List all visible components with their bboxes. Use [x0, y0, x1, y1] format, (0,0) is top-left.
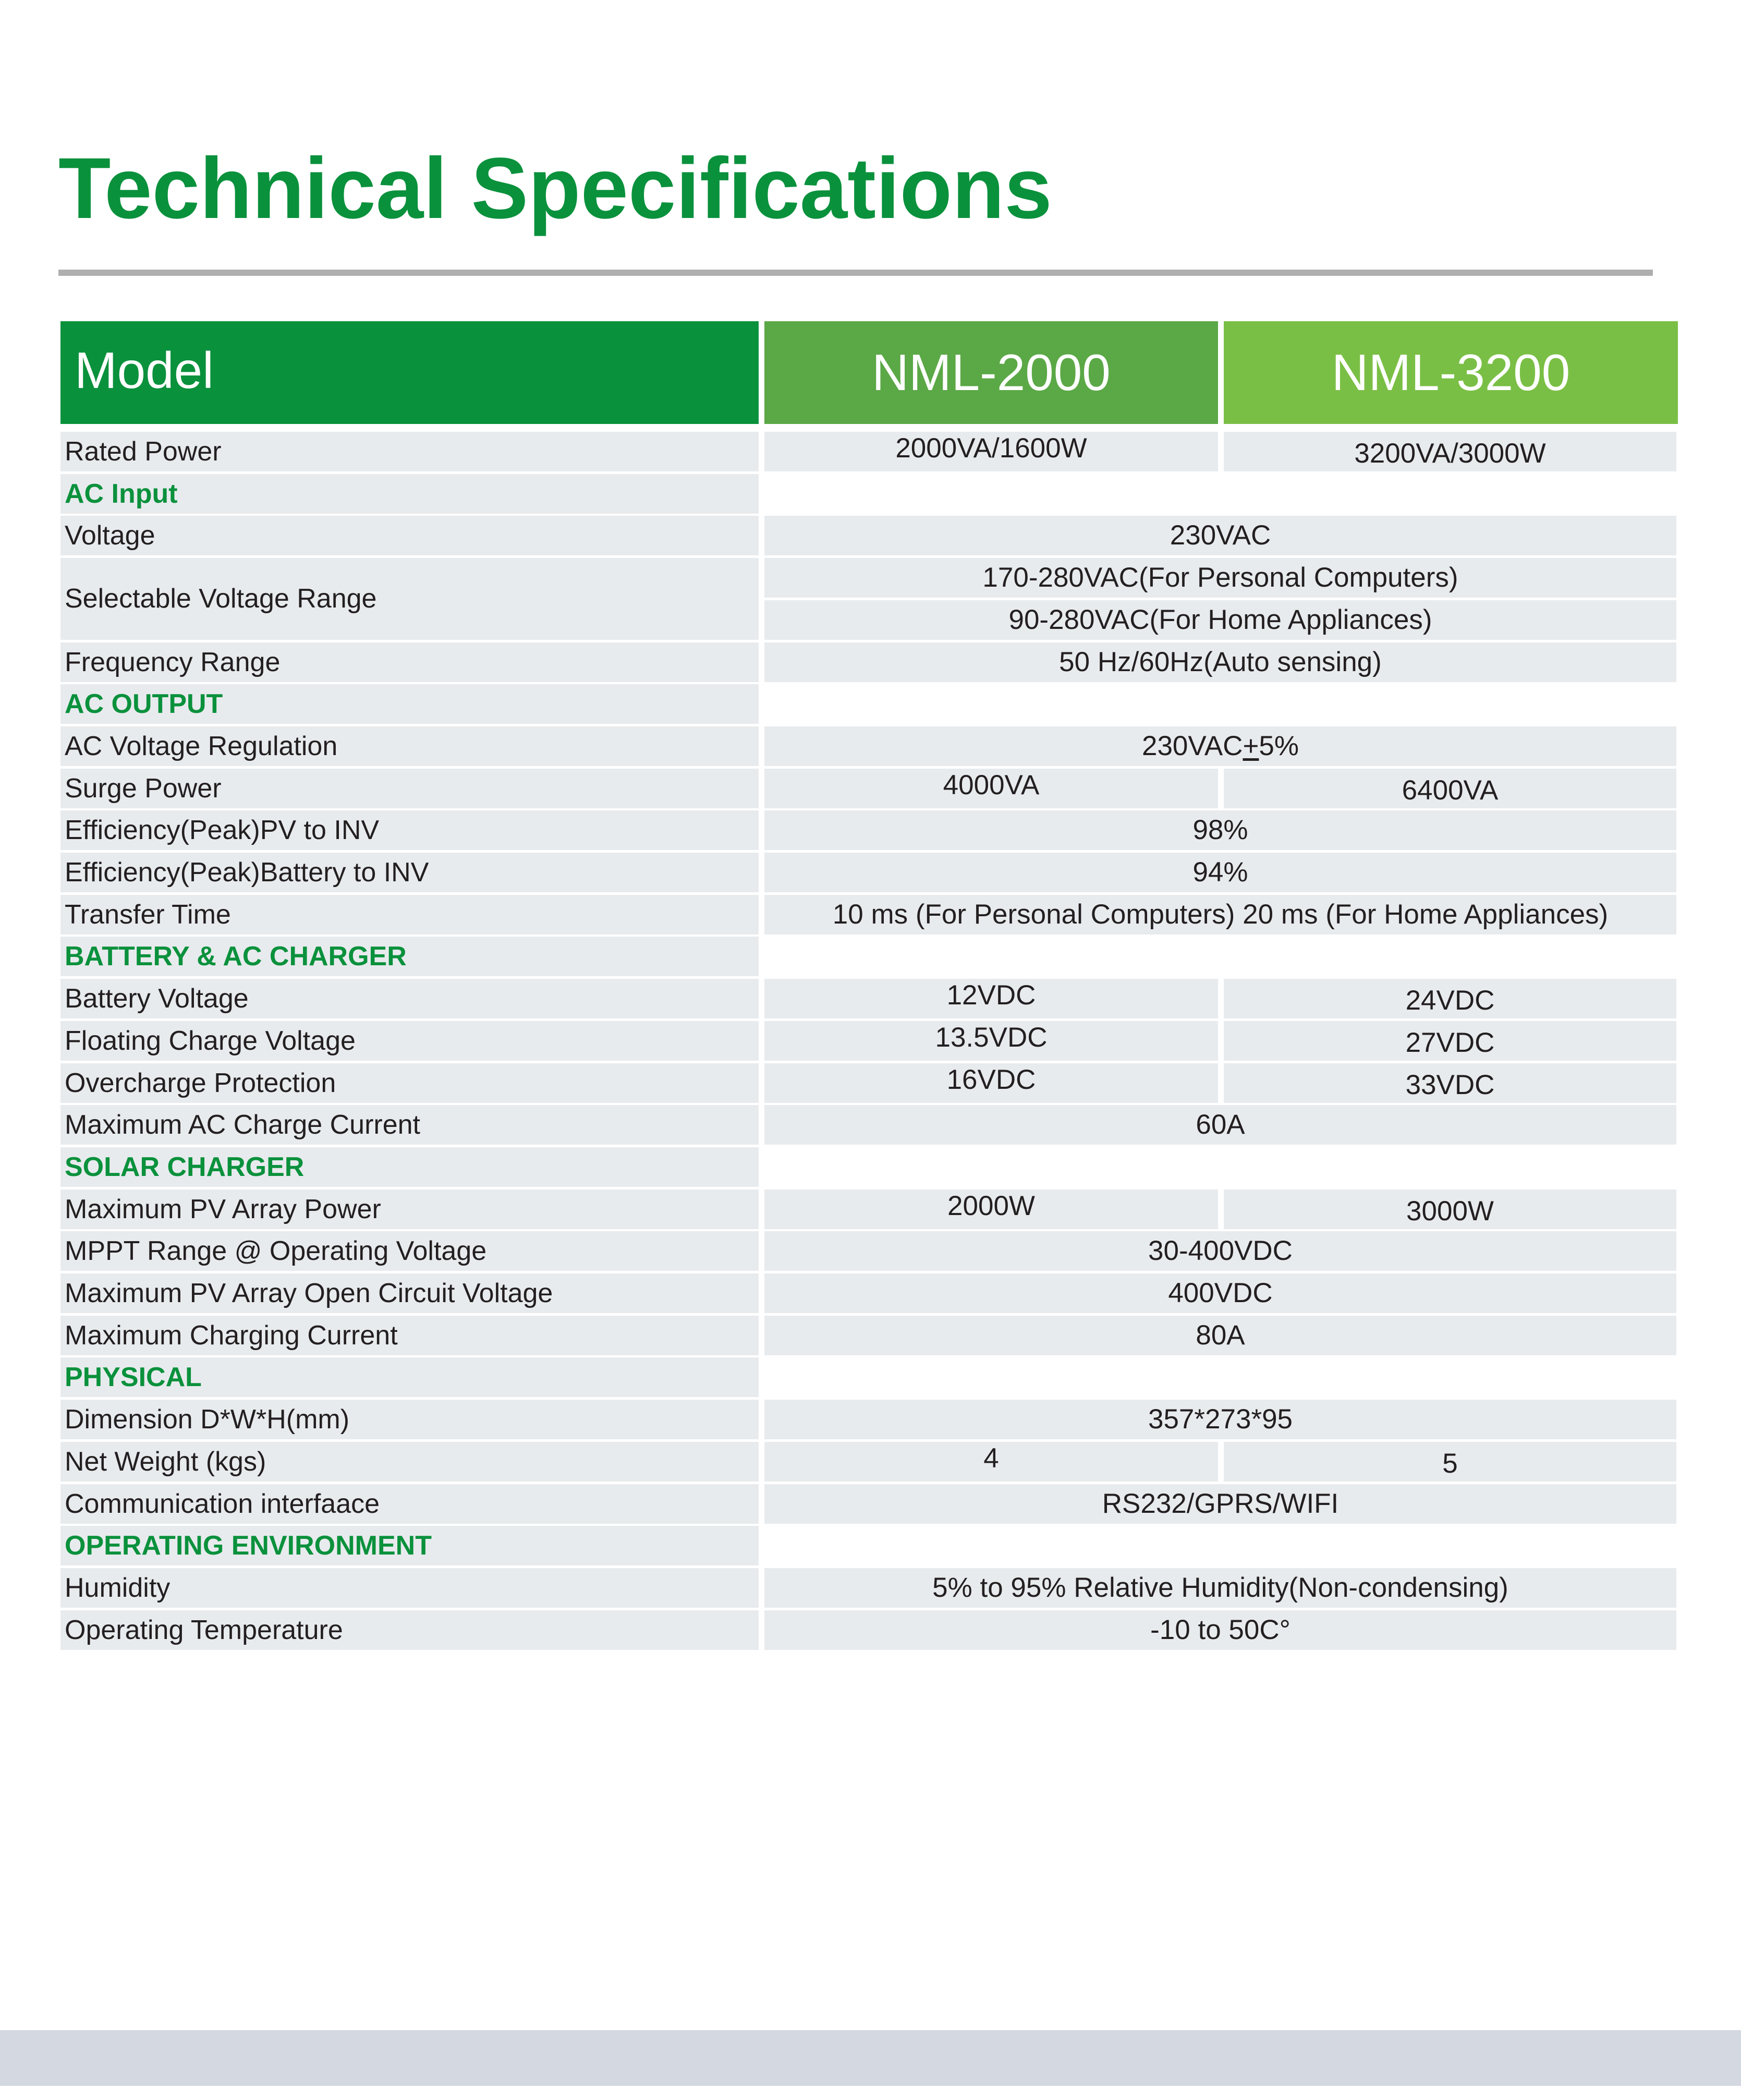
page-title: Technical Specifications: [58, 140, 1052, 237]
spec-value-nml-3200: [1224, 1063, 1676, 1103]
spec-value-nml-2000: [764, 769, 1218, 808]
spec-value-text: 2000W: [947, 1190, 1035, 1221]
spec-value-text: 3000W: [1406, 1195, 1494, 1227]
spec-value-text: [1142, 731, 1299, 761]
spec-label: MPPT Range @ Operating Voltage: [60, 1231, 759, 1271]
spec-value: [764, 516, 1676, 555]
spec-value-nml-2000: [764, 1063, 1218, 1103]
spec-label: Frequency Range: [60, 642, 759, 682]
spec-value: [764, 726, 1676, 766]
spec-value-text: 10 ms (For Personal Computers) 20 ms (For Home Appliances): [832, 899, 1609, 930]
spec-value-text: 50 Hz/60Hz(Auto sensing): [1059, 646, 1382, 677]
spec-label: Operating Temperature: [60, 1610, 759, 1650]
spec-value: [764, 853, 1676, 892]
spec-value-text: 60A: [1196, 1109, 1245, 1140]
spec-value: [764, 1400, 1676, 1439]
spec-label: Selectable Voltage Range: [60, 558, 759, 640]
section-heading: AC Input: [60, 474, 759, 514]
spec-value: [764, 1105, 1676, 1145]
spec-value: [764, 1273, 1676, 1313]
spec-value-text: 4000VA: [943, 769, 1040, 800]
spec-value-text: 30-400VDC: [1148, 1235, 1293, 1267]
spec-value: [764, 558, 1676, 598]
spec-label: Dimension D*W*H(mm): [60, 1400, 759, 1439]
spec-value-text: 400VDC: [1168, 1278, 1273, 1308]
spec-value-text: 2000VA/1600W: [895, 433, 1087, 464]
spec-label: Overcharge Protection: [60, 1063, 759, 1103]
spec-value: [764, 810, 1676, 850]
spec-value-text: RS232/GPRS/WIFI: [1102, 1488, 1339, 1519]
spec-label: Maximum Charging Current: [60, 1316, 759, 1355]
spec-value-nml-3200: [1224, 979, 1676, 1018]
spec-value: [764, 600, 1676, 640]
spec-value-nml-2000: [764, 1189, 1218, 1229]
spec-label: AC Voltage Regulation: [60, 726, 759, 766]
spec-label: Maximum PV Array Open Circuit Voltage: [60, 1273, 759, 1313]
spec-value-text: 16VDC: [946, 1064, 1036, 1095]
spec-value-nml-2000: [764, 979, 1218, 1018]
spec-value-text: 27VDC: [1405, 1027, 1495, 1058]
spec-value: [764, 895, 1676, 934]
spec-value-nml-3200: [1224, 769, 1676, 808]
spec-label: Rated Power: [60, 432, 759, 471]
spec-value-text: 4: [983, 1442, 999, 1474]
spec-value-text: 98%: [1192, 815, 1248, 846]
value-prefix: 230VAC: [1141, 730, 1243, 761]
spec-value-text: 94%: [1192, 857, 1248, 888]
spec-label: Humidity: [60, 1568, 759, 1608]
spec-value: [764, 1484, 1676, 1524]
spec-value-text: 33VDC: [1405, 1069, 1495, 1100]
value-suffix: 5%: [1259, 730, 1299, 761]
spec-label: Maximum PV Array Power: [60, 1189, 759, 1229]
spec-value-nml-3200: [1224, 1021, 1676, 1061]
plus-minus-symbol: +: [1243, 730, 1259, 761]
spec-label: Net Weight (kgs): [60, 1442, 759, 1482]
header-model-nml-2000: NML-2000: [764, 321, 1218, 424]
spec-value-text: 90-280VAC(For Home Appliances): [1008, 604, 1432, 635]
spec-label: Maximum AC Charge Current: [60, 1105, 759, 1145]
spec-label: Efficiency(Peak)PV to INV: [60, 810, 759, 850]
spec-value-text: 12VDC: [946, 980, 1036, 1011]
spec-value-nml-2000: [764, 1021, 1218, 1061]
spec-label: Battery Voltage: [60, 979, 759, 1018]
spec-value-text: 13.5VDC: [935, 1022, 1048, 1053]
spec-value: [764, 1610, 1676, 1650]
header-model-nml-3200: NML-3200: [1224, 321, 1678, 424]
spec-value-text: 24VDC: [1405, 985, 1495, 1016]
spec-value-text: 3200VA/3000W: [1354, 438, 1546, 469]
spec-label: Transfer Time: [60, 895, 759, 934]
spec-value-nml-3200: [1224, 1189, 1676, 1229]
spec-value-text: 357*273*95: [1148, 1404, 1293, 1435]
spec-value-text: 80A: [1196, 1319, 1245, 1351]
spec-value-nml-2000: [764, 1442, 1218, 1482]
spec-label: Communication interfaace: [60, 1484, 759, 1524]
section-heading: PHYSICAL: [60, 1357, 759, 1397]
spec-value-text: 5% to 95% Relative Humidity(Non-condensing): [932, 1572, 1508, 1603]
spec-value: [764, 1231, 1676, 1271]
spec-label: Efficiency(Peak)Battery to INV: [60, 853, 759, 892]
spec-label: Voltage: [60, 516, 759, 555]
footer-band: [0, 2030, 1741, 2086]
spec-value-text: 170-280VAC(For Personal Computers): [982, 562, 1458, 593]
spec-value: [764, 1568, 1676, 1608]
spec-label: Surge Power: [60, 769, 759, 808]
spec-value-nml-2000: [764, 432, 1218, 471]
spec-value-text: 6400VA: [1402, 774, 1499, 806]
spec-value: [764, 1316, 1676, 1355]
spec-label: Floating Charge Voltage: [60, 1021, 759, 1061]
section-heading: OPERATING ENVIRONMENT: [60, 1526, 759, 1565]
header-model-label: Model: [75, 342, 214, 399]
section-heading: SOLAR CHARGER: [60, 1147, 759, 1187]
spec-value-nml-3200: [1224, 432, 1676, 471]
spec-value-nml-3200: [1224, 1442, 1676, 1482]
spec-value-text: -10 to 50C°: [1150, 1614, 1290, 1645]
spec-value-text: 5: [1442, 1448, 1458, 1479]
spec-value: [764, 642, 1676, 682]
section-heading: BATTERY & AC CHARGER: [60, 937, 759, 976]
spec-value-text: 230VAC: [1170, 520, 1271, 551]
section-heading: AC OUTPUT: [60, 684, 759, 724]
